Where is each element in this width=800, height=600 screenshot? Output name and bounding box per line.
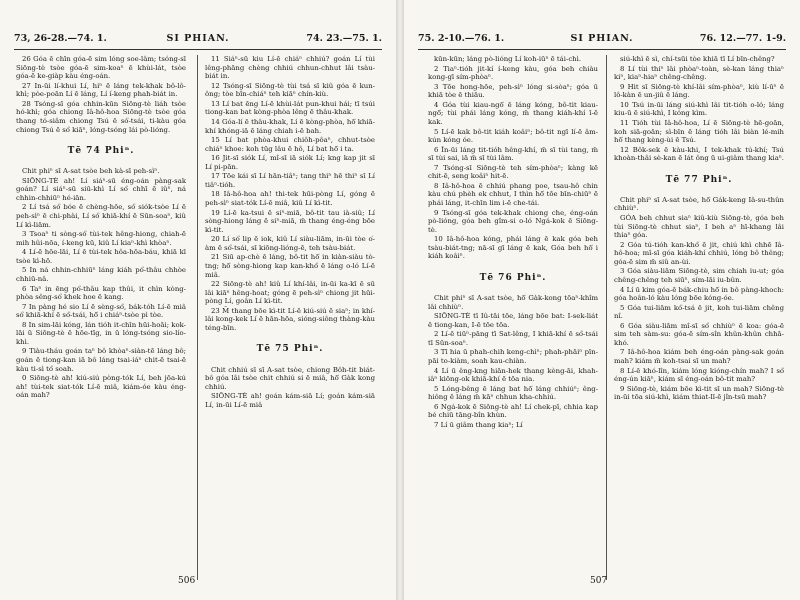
right-column-1: [428, 55, 598, 575]
verse-paragraph: 2 Lí-ē tiūⁿ-pāng tī Sat-lêng, I khiā-khí ē só͘-tsái tī Sūn-soaⁿ.: [428, 330, 598, 347]
left-column-1: [16, 55, 186, 575]
right-header-rule: [418, 49, 786, 50]
right-header-ref-end: 76. 12.—77. 1-9.: [699, 33, 786, 44]
verse-paragraph: 7 Tsóng-sī Siōng-tè teh sím-phòaⁿ; kàng kē chit-ē, seng koâiⁿ hit-ē.: [428, 163, 598, 181]
right-header-title: SI PHIAN.: [570, 33, 634, 44]
verse-paragraph: 9 Siōng-tè, kiám bōe kì-tit sī un mah? Siōng-tè in-ūi tōa siú-khì, kiám thiat-lī-ē jîn-tsū mah?: [614, 384, 784, 402]
left-header-ref: 73, 26-28.—74. 1.: [14, 33, 107, 44]
verse-paragraph: 5 Lí-ē kak bô-tit kiáh koâiⁿ; bô-tit ngī lí-ē âm-kún kóng óe.: [428, 127, 598, 145]
verse-paragraph: 2 Tiaⁿ-tióh jit-kí í-keng kàu, góa beh chiàu kong-gī sím-phòaⁿ.: [428, 64, 598, 82]
verse-paragraph: 17 Tōe kái sī Lí hān-tiâⁿ; tang thiⁿ hē thiⁿ sī Lí tiâⁿ-tióh.: [205, 172, 375, 189]
verse-paragraph: SIŌNG-TÈ ah! goán kám-siā Lí; goán kám-siā Lí, in-ūi Lí-ē miâ: [205, 392, 375, 409]
verse-paragraph: 4 Lí ū êng-kng hiān-hek thang kèng-āi, khah-iâⁿ kiōng-ok khiā-khí ē tōa nia.: [428, 366, 598, 384]
left-header-title: SI PHIAN.: [166, 33, 230, 44]
left-page-number: 506: [178, 576, 196, 586]
verse-paragraph: 5 In ná chhin-chhiūⁿ láng kiáh pó͘-thâu chhòe chhiū-nâ.: [16, 266, 186, 283]
right-column-divider: [606, 55, 607, 580]
left-header-ref-end: 74. 23.—75. 1.: [306, 33, 382, 44]
left-column-divider: [197, 55, 198, 580]
verse-paragraph: 3 Tī hia ū phah-chih keng-chìⁿ; phah-phāiⁿ pīn-pāi to-kiàm, soah kau-chiàn.: [428, 348, 598, 366]
verse-paragraph: 7 Iâ-hô-hoa kiám beh éng-oán pàng-sak goán mah? kiám m̄ koh-tsai sī un mah?: [614, 348, 784, 366]
right-column-2: [614, 55, 784, 575]
verse-paragraph: GÓA beh chhut siaⁿ kiû-kiù Siōng-tè, góa beh tùi Siōng-tè chhut siaⁿ, I beh aⁿ hī-khang lâi thiaⁿ góa.: [614, 214, 784, 240]
verse-paragraph: 5 Lóng-bêng ē láng bat hō͘ láng chhiúⁿ; êng-hiông ē láng m̄ kāⁿ chhun kha-chhiú.: [428, 384, 598, 402]
verse-paragraph: 2 Góa tú-tióh kan-khó͘ ē jit, chiú khì chhē Iâ-hô-hoa; mî-sī góa kiáh-khí chhiú, lóng bô thêng; góa-ē sim m̄ siû an-ùi.: [614, 240, 784, 266]
right-page-number: 507: [590, 576, 608, 586]
verse-paragraph: 14 Góa-lí ē thâu-khak, Lí ē kòng-phòa, hō͘ khiā-khí khóng-iā ē láng chiah i-ē bah.: [205, 117, 375, 135]
right-header-ref: 75. 2-10.—76. 1.: [418, 33, 505, 44]
verse-paragraph: siú-khì ē sì, chí-tsūi tòe khiā tī Lí bīn-chêng?: [620, 55, 775, 63]
left-page: [0, 0, 396, 600]
verse-paragraph: 6 Taⁿ in ēng pó͘-thâu kap thûi, it chìn kòng-phòa sêng-só͘ khek hoe ē kang.: [16, 284, 186, 302]
verse-paragraph: 8 Lí tùi thiⁿ lâi phòaⁿ-toàn, sè-kan láng thiaⁿ kiⁿ, kiaⁿ-hiaⁿ chêng-chêng.: [614, 64, 784, 82]
verse-paragraph: 23 M̄ thang bōe kì-tit Lí-ē kiú-siú ē siaⁿ; in khí-lâi kong-kek Lí ē hān-hōa, sióng-siông thàng-kàu téng-bīn.: [205, 306, 375, 332]
verse-paragraph: 6 În-ūi láng tit-tióh hêng-khí, m̄ sī tùi tang, m̄ sī tùi sai, iā m̄ sī tùi lâm.: [428, 145, 598, 163]
verse-paragraph: 12 Bôk-sek ē kàu-khi, I tek-khak tú-khí; Tsú khoàn-thâi sè-kan ē lát ông ū ui-giâm thang kiaⁿ.: [614, 145, 784, 163]
left-column-2: [205, 55, 375, 575]
verse-paragraph: 19 Lí-ē ka-tsui ē siⁿ-miā, bô-tit tau ià-siû; Lí sòng-hiong láng ē siⁿ-miā, m̄ thang éng-éng bōe kì-tit.: [205, 208, 375, 234]
right-page: [404, 0, 800, 600]
psalm-heading: Tē 77 Phiⁿ.: [665, 174, 733, 185]
psalm-heading: Tē 76 Phiⁿ.: [479, 272, 547, 283]
verse-paragraph: 5 Góa tui-liām kó͘-tsá ē jit, koh tui-liām chêng nî.: [614, 303, 784, 321]
verse-paragraph: 15 Lí bat phòa-khui chiôh-pôaⁿ, chhut-tsòe chiáⁿ khoe: koh tūg lâu ē hô, Lí bat hō͘ i ta.: [205, 136, 375, 153]
psalm-heading: Tē 74 Phiⁿ.: [67, 146, 135, 157]
verse-paragraph: 9 Tiàu-tháu goán taⁿ bô khòaⁿ-siàn-tē láng bô; goán ē tiong-kan iā bô láng tsai-iáⁿ chit-ē tsai-ē kàu ti-sì tó͘ soah.: [16, 347, 186, 373]
verse-paragraph: 20 Lí só͘ lip ē iok, kiû Lí siàu-liām, in-ūi tòe o͘-àm ē só͘-tsái, sī kiōng-lióng-ē, teh tsàu-biát.: [205, 235, 375, 252]
verse-paragraph: SIŌNG-TÈ tī Iû-tāi tōe, láng bōe bat: I-sek-liát ē tiong-kan, I-ē tōe tōa.: [428, 312, 598, 329]
verse-paragraph: 10 Iâ-hô-hoa kóng, phái láng ē kak góa beh tsàu-biát-tng; nā-sī gī láng ē kak, Góa beh hō͘ i kiáh koâiⁿ.: [428, 235, 598, 261]
verse-paragraph: 8 In sim-lāi kóng, lán tióh it-chīn hūi-hoāi; kok-lāi ū Siōng-tè ē hōe-tīg, in ū lóng-tsóng sio-lío-khì.: [16, 320, 186, 346]
verse-paragraph: 11 Tióh tùi Iâ-hô-hoa, Lí ē Siōng-tè hē-goān, koh siā-goān; sì-bīn ē láng tióh lâi biàn lé-mih hō͘ thang kèng-ùi ē Tsú.: [614, 118, 784, 145]
left-header-rule: [14, 49, 382, 50]
verse-paragraph: SIŌNG-TÈ ah! Lí siáⁿ-sū éng-oán pàng-sak goán? Lí siáⁿ-sū siū-khì Lí só͘ chhī ē iûⁿ, ná chhin-chhiūⁿ hé-iān.: [16, 176, 186, 202]
verse-paragraph: 3 Tsoaⁿ ti sòng-só͘ tùi-tek hêng-hiong, chiah-ē mih hûi-nōa, í-keng kū, kiû Lí kiaⁿ-khì khòaⁿ.: [16, 230, 186, 247]
verse-paragraph: 21 Siū ap-chè ē láng, bô-tit hō͘ in kiàn-siàu tò-tng; hō͘ sòng-hiong kap kan-khó͘ ē láng o-ló Lí-ē miâ.: [205, 253, 375, 279]
verse-paragraph: Chit phiⁿ sī A-sat tsòe, hō͘ Gák-keng Iâ-su-thûn chhiùⁿ.: [614, 195, 784, 213]
verse-paragraph: kūn-kūn; láng pò-lióng Lí koh-iūⁿ ē tái-chì.: [434, 55, 582, 63]
verse-paragraph: 7 Lí ū giâm thang kiaⁿ; Lí: [434, 420, 523, 429]
verse-paragraph: 8 Iâ-hô-hoa ē chhiú phang poe, tsau-hô chin kàu chú phèh ek chhut, I thìn hō͘ tōe bīn-chiūⁿ ē phái láng, it-chīn lim i-ē che-tái.: [428, 181, 598, 207]
verse-paragraph: 22 Siōng-tè ah! kiû Lí khí-lâi, in-ūi ka-kī ē sū lâi kiāⁿ hêng-hoat; góng ē peh-sìⁿ chiong jit hūi-pòng Lí, goân Lí kì-tit.: [205, 280, 375, 306]
verse-paragraph: 9 Tsóng-sī góa tek-khak chiong che, éng-oán pò-lióng, góa beh gîm-si o-ló Ngá-kok ē Siōng-tè.: [428, 208, 598, 234]
verse-paragraph: 7 In pàng hé sio Lí ē sèng-só͘, bák-tóh Lí-ē miâ só͘ khiā-khí ē só͘-tsái, hō͘ i chiáⁿ-tsòe pì tòe.: [16, 302, 186, 320]
verse-paragraph: Chit phiⁿ sī A-sat tsòe beh kà-sī peh-sìⁿ.: [22, 167, 160, 176]
verse-paragraph: 13 Lí bat ēng Lí-ē khùi-lát pun-khui hái; tī tsúi tiong-kan bat kòng-phòa lêng ē thâu-khak.: [205, 99, 375, 117]
verse-paragraph: 4 Lí-ē hōe-lāi, Lí ē tùi-tek hôa-hōa-báu, khiā kī tsòe kì-hō.: [16, 248, 186, 265]
verse-paragraph: 6 Góa siàu-liām mî-sī só͘ chhiùⁿ ē koa: góa-ē sim teh sàm-su: góa-ē sím-sîn khûn-khûn chhā-khó.: [614, 321, 784, 347]
verse-paragraph: 12 Tsóng-sī Siōng-tè tùi tsá sī kiû góa ē kun-ông; tòe bîn-chiáⁿ teh kiāⁿ chín-kiù.: [205, 81, 375, 99]
verse-paragraph: 10 Tsú in-ūi láng siú-khì lâi tit-tióh o-ló; láng kiu-ū ē siú-khì, I kóng kìm.: [614, 100, 784, 118]
verse-paragraph: 3 Góa siàu-liām Siōng-tè, sim chiah iu-ut; góa chêng-chêng teh siūⁿ, sím-lāi iu-bûn.: [614, 267, 784, 284]
left-running-header: [0, 33, 396, 49]
verse-paragraph: Chit phiⁿ sī A-sat tsòe, hō͘ Gàk-kong tōaⁿ-khîm lâi chhiùⁿ.: [428, 294, 598, 311]
verse-paragraph: 0 Siōng-tè ah! kiú-siú pòng-tók Lí, beh jōa-kú ah! tùi-tek siat-tók Lí-ē miâ, kiám-óe kàu éng-oán mah?: [16, 374, 186, 400]
verse-paragraph: 28 Tsóng-sī góa chhin-kūn Siōng-tè liáh tsòe hó-khì; góa chiong Iâ-hô-hoa Siōng-tè tsòe góa thang tó-siâm chiong Tsú ē só͘-tsái, ti-kàu góa chiong Tsú ē só͘ kiāⁿ, lóng-tsóng lái pò-lióng.: [16, 99, 186, 134]
verse-paragraph: 9 Hit sī Siōng-tè khí-lâi sím-phòaⁿ, kiù lí-ūⁿ ē lô-kàn ē un-jiû ē láng.: [614, 82, 784, 100]
verse-paragraph: 4 Góa tùi kiau-ngō͘ ē láng kóng, bô-tit kiau-ngō͘; tùi phái láng kóng, m̄ thang kiáh-khí ī-ē kak.: [428, 100, 598, 126]
verse-paragraph: 27 In-ūi lí-khui Lí, hiⁿ ē láng tek-khak bô-lô-khì; pòe-poān Lí ē láng, Lí í-keng phah-biát in.: [16, 81, 186, 99]
book-gutter: [396, 0, 404, 600]
verse-paragraph: 4 Lí ū kim góa-ē bák-chiu hō͘ in bô pàng-khoch: góa hoân-ló kàu lóng bōe kóng-óe.: [614, 285, 784, 303]
verse-paragraph: 18 Iâ-hô-hoa ah! thi-tek hūi-pòng Lí, góng ē peh-sìⁿ siat-tók Lí-ē miâ, kiû Lí kì-tit.: [205, 190, 375, 207]
verse-paragraph: 8 Lí-ē khó-lîn, kiám lóng kióng-chín mah? I só͘ éng-ún kiāⁿ, kiám sī éng-oán bô-tit mah?: [614, 366, 784, 384]
verse-paragraph: 11 Siáⁿ-sū kiu Lí-ē chiáⁿ chhiú? goán Lí tùi lêng-phāng chèng chhiú chhun-chhut lâi tsàu-biát in.: [205, 55, 375, 81]
verse-paragraph: 3 Tōe hong-hōe, peh-sìⁿ lóng si-sòaⁿ; góa ū khiā tòe ē thiāu.: [428, 82, 598, 100]
verse-paragraph: 6 Ngá-kok ē Siōng-tè ah! Lí chek-pī, chhia kap bé chiū tāng-bîn khùn.: [428, 402, 598, 420]
verse-paragraph: Chit chhiú sī sī A-sat tsòe, chiong Bôh-tit biát-bô góa lâi tsòe chit chhiú si ē miâ, hō͘ Gàk kong chhiú.: [205, 365, 375, 391]
verse-paragraph: 26 Góa ē chīn góa-ē sim lóng soe-lâm; tsóng-sī Siōng-tè tsòe góa-ē sim-koaⁿ ē khùi-lát, tsòe góa-ē ke-giàp kàu éng-oán.: [16, 55, 186, 81]
verse-paragraph: 2 Lí tsá só͘ bóe ē chèng-hōe, só͘ siók-tsòe Lí ē peh-sìⁿ ē chi-phài, Lí só͘ khiā-khí ē Sūn-soaⁿ, kiû Lí kì-liām.: [16, 203, 186, 229]
verse-paragraph: 16 Jit-sī siók Lí, mî-sī iā siók Lí; kng kap jit sī Lí pi-pān.: [205, 154, 375, 171]
psalm-heading: Tē 75 Phiⁿ.: [256, 344, 324, 355]
right-running-header: [404, 33, 800, 49]
